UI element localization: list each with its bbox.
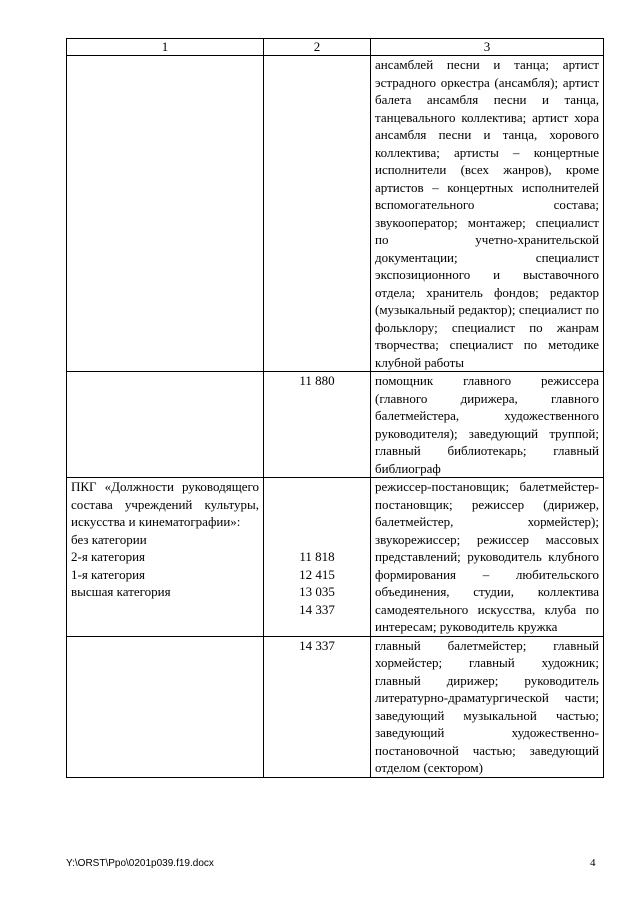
column-header: 2 [264,39,371,56]
salary-spacer [268,496,366,514]
salary-cell [264,636,371,777]
positions-cell: помощник главного режиссера (главного дирижера, главного балетмейстера, художественного руководителя); заведующий труппой; главный библиотекарь; главный библиограф [371,372,604,478]
group-cell [67,636,264,777]
column-header: 3 [371,39,604,56]
salary-value: 14 337 [299,601,335,617]
page-number: 4 [590,857,596,869]
positions-cell: ансамблей песни и танца; артист эстрадного оркестра (ансамбля); артист балета ансамбля песни и танца, танцевального коллектива; артист хора ансамбля песни и танца, хорового коллектива; артисты – концертные исполнители (всех жанров), кроме артистов – концертных исполнителей вспомогательного состава; звукооператор; монтажер; специалист по учетно-хранительской документации; специалист экспозиционного и выставочного отдела; хранитель фондов; редактор (музыкальный редактор); специалист по фольклору; специалист по жанрам творчества; специалист по методике клубной работы [371,56,604,372]
salary-spacer [268,531,366,549]
positions-cell: главный балетмейстер; главный хормейстер; главный художник; главный дирижер; руководитель литературно-драматургической части; заведующий музыкальной частью; заведующий художественно-постановочной частью; заведующий отделом (сектором) [371,636,604,777]
group-cell [67,56,264,372]
table-row [67,478,604,637]
category-label: 2-я категория [71,549,146,564]
table-row [67,56,604,372]
salary-value: 12 415 [299,566,335,582]
salary-value: 13 035 [299,584,335,599]
salary-value: 11 880 [299,373,335,388]
salary-cell [264,372,371,478]
group-title: ПКГ «Должности руководящего состава учреждений культуры, искусства и кинематографии»: [71,479,259,529]
table-row [67,636,604,777]
footer-file-path: Y:\ORST\Ppo\0201p039.f19.docx [66,858,214,869]
salary-spacer [268,513,366,531]
salary-value: 14 337 [299,637,335,653]
table-row [67,372,604,478]
column-header: 1 [67,39,264,56]
salary-spacer [268,478,366,496]
salary-cell [264,56,371,372]
group-cell [67,372,264,478]
salary-value: 11 818 [299,549,335,564]
positions-cell: режиссер-постановщик; балетмейстер-постановщик; режиссер (дирижер, балетмейстер, хормейстер); звукорежиссер; режиссер массовых представлений; руководитель клубного формирования – любительского объединения, студии, коллектива самодеятельного искусства, клуба по интересам; руководитель кружка [371,478,604,637]
salary-cell [264,478,371,637]
table-header-row [67,39,604,56]
category-label: высшая категория [71,584,171,599]
category-label: 1-я категория [71,566,146,582]
document-table [66,38,604,778]
category-label: без категории [71,531,147,547]
group-cell [67,478,264,637]
